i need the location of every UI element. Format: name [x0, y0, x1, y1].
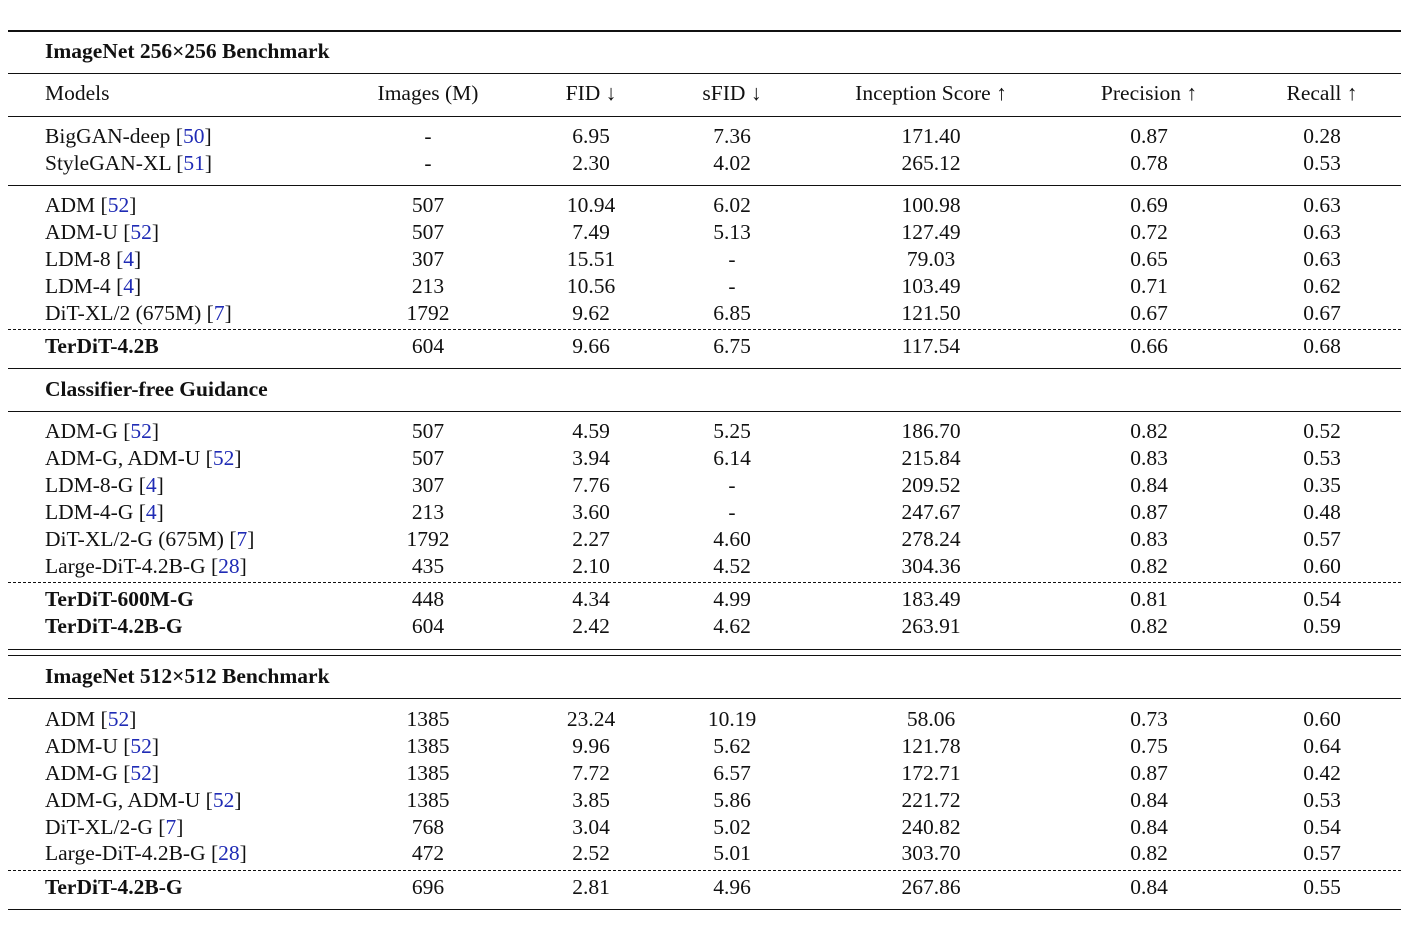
- sfid-cell: -: [728, 273, 736, 298]
- model-cell: [45, 874, 183, 901]
- precision-cell: 0.81: [1130, 586, 1168, 611]
- sfid-cell: -: [728, 472, 736, 497]
- sfid-cell: 6.14: [713, 445, 751, 470]
- sfid-cell: 6.85: [713, 300, 751, 325]
- header-precision: Precision ↑: [1100, 80, 1198, 105]
- fid-cell: 7.72: [572, 760, 610, 785]
- citation-link[interactable]: 52: [107, 192, 130, 217]
- sfid-cell: 4.52: [713, 553, 751, 578]
- sfid-cell: 5.25: [713, 418, 751, 443]
- recall-cell: 0.57: [1303, 840, 1341, 865]
- fid-cell: 2.27: [572, 526, 610, 551]
- inception-score-cell: 215.84: [901, 445, 961, 470]
- inception-score-cell: 183.49: [901, 586, 961, 611]
- images-cell: 507: [411, 219, 445, 244]
- precision-cell: 0.83: [1130, 526, 1168, 551]
- model-name: LDM-8: [45, 246, 111, 271]
- inception-score-cell: 127.49: [901, 219, 961, 244]
- table-row: [0, 760, 1405, 787]
- fid-cell: 4.59: [572, 418, 610, 443]
- model-cell: ADM-G [52]: [45, 760, 160, 785]
- model-cell: StyleGAN-XL [51]: [45, 150, 213, 175]
- precision-cell: 0.84: [1130, 814, 1168, 839]
- inception-score-cell: 186.70: [901, 418, 961, 443]
- model-name: ADM-U: [45, 219, 118, 244]
- recall-cell: 0.35: [1303, 472, 1341, 497]
- model-name: ADM-G, ADM-U: [45, 787, 201, 812]
- fid-cell: 23.24: [566, 706, 616, 731]
- section-end-rule: [8, 655, 1401, 656]
- model-cell: LDM-8 [4]: [45, 246, 142, 271]
- precision-cell: 0.82: [1130, 418, 1168, 443]
- model-cell: LDM-8-G [4]: [45, 472, 164, 497]
- precision-cell: 0.82: [1130, 840, 1168, 865]
- images-cell: 1385: [406, 760, 450, 785]
- table-bottom-rule: [8, 909, 1401, 910]
- sfid-cell: 5.13: [713, 219, 751, 244]
- inception-score-cell: 303.70: [901, 840, 961, 865]
- header-inception-score: Inception Score ↑: [855, 80, 1007, 105]
- inception-score-cell: 304.36: [901, 553, 961, 578]
- table-row: [0, 613, 1405, 640]
- recall-cell: 0.57: [1303, 526, 1341, 551]
- fid-cell: 2.42: [572, 613, 610, 638]
- sfid-cell: 4.62: [713, 613, 751, 638]
- table-row: [0, 246, 1405, 273]
- model-name: LDM-4-G: [45, 499, 134, 524]
- citation-link[interactable]: 51: [183, 150, 205, 175]
- model-name: TerDiT-4.2B: [45, 333, 159, 358]
- fid-cell: 7.49: [572, 219, 610, 244]
- model-name: LDM-8-G: [45, 472, 134, 497]
- images-cell: 472: [411, 840, 445, 865]
- inception-score-cell: 278.24: [901, 526, 961, 551]
- model-cell: ADM-G [52]: [45, 418, 160, 443]
- group-rule: [8, 185, 1401, 186]
- header-recall: Recall ↑: [1286, 80, 1358, 105]
- precision-cell: 0.78: [1130, 150, 1168, 175]
- fid-cell: 7.76: [572, 472, 610, 497]
- inception-score-cell: 221.72: [901, 787, 961, 812]
- citation-link[interactable]: 28: [218, 553, 240, 578]
- citation-link[interactable]: 50: [182, 123, 205, 148]
- images-cell: 604: [411, 613, 445, 638]
- precision-cell: 0.82: [1130, 553, 1168, 578]
- citation-link[interactable]: 52: [212, 445, 235, 470]
- citation-link[interactable]: 52: [130, 733, 152, 758]
- model-cell: ADM-G, ADM-U [52]: [45, 787, 242, 812]
- table-row: [0, 499, 1405, 526]
- recall-cell: 0.59: [1303, 613, 1341, 638]
- sfid-cell: 5.02: [713, 814, 751, 839]
- table-row: [0, 300, 1405, 327]
- recall-cell: 0.63: [1303, 192, 1341, 217]
- header-fid: FID ↓: [565, 80, 617, 105]
- table-row: [0, 273, 1405, 300]
- precision-cell: 0.75: [1130, 733, 1168, 758]
- sfid-cell: 5.01: [713, 840, 751, 865]
- inception-score-cell: 103.49: [901, 273, 961, 298]
- inception-score-cell: 58.06: [906, 706, 956, 731]
- table-row: [0, 192, 1405, 219]
- images-cell: -: [424, 150, 432, 175]
- header-sfid: sFID ↓: [702, 80, 762, 105]
- fid-cell: 3.60: [572, 499, 610, 524]
- model-cell: ADM-U [52]: [45, 733, 160, 758]
- recall-cell: 0.28: [1303, 123, 1341, 148]
- group-dashed-rule: [8, 582, 1401, 583]
- fid-cell: 9.96: [572, 733, 610, 758]
- recall-cell: 0.62: [1303, 273, 1341, 298]
- citation-link[interactable]: 4: [145, 472, 157, 497]
- model-name: DiT-XL/2 (675M): [45, 300, 202, 325]
- model-cell: Large-DiT-4.2B-G [28]: [45, 840, 247, 865]
- sfid-cell: -: [728, 246, 736, 271]
- inception-score-cell: 100.98: [901, 192, 961, 217]
- images-cell: 1385: [406, 787, 450, 812]
- images-cell: -: [424, 123, 432, 148]
- recall-cell: 0.53: [1303, 150, 1341, 175]
- citation-link[interactable]: 28: [218, 840, 240, 865]
- precision-cell: 0.84: [1130, 874, 1168, 899]
- sfid-cell: 4.02: [713, 150, 751, 175]
- precision-cell: 0.69: [1130, 192, 1168, 217]
- fid-cell: 3.94: [572, 445, 610, 470]
- section-title-text: ImageNet 256×256 Benchmark: [45, 38, 330, 63]
- precision-cell: 0.66: [1130, 333, 1168, 358]
- images-cell: 507: [411, 418, 445, 443]
- fid-cell: 10.56: [566, 273, 616, 298]
- model-name: LDM-4: [45, 273, 111, 298]
- model-cell: DiT-XL/2 (675M) [7]: [45, 300, 232, 325]
- inception-score-cell: 209.52: [901, 472, 961, 497]
- group-dashed-rule: [8, 329, 1401, 330]
- citation-link[interactable]: 52: [130, 760, 152, 785]
- citation-link[interactable]: 7: [165, 814, 177, 839]
- recall-cell: 0.54: [1303, 814, 1341, 839]
- recall-cell: 0.63: [1303, 219, 1341, 244]
- table-row: [0, 840, 1405, 867]
- model-cell: [45, 613, 183, 640]
- inception-score-cell: 79.03: [906, 246, 956, 271]
- model-cell: Large-DiT-4.2B-G [28]: [45, 553, 247, 578]
- images-cell: 435: [411, 553, 445, 578]
- model-name: TerDiT-4.2B-G: [45, 874, 183, 899]
- precision-cell: 0.65: [1130, 246, 1168, 271]
- section-title-rule: [8, 411, 1401, 412]
- inception-score-cell: 171.40: [901, 123, 961, 148]
- recall-cell: 0.67: [1303, 300, 1341, 325]
- inception-score-cell: 265.12: [901, 150, 961, 175]
- images-cell: 507: [411, 445, 445, 470]
- sfid-cell: 6.75: [713, 333, 751, 358]
- model-name: BigGAN-deep: [45, 123, 171, 148]
- section-title-text: Classifier-free Guidance: [45, 376, 268, 401]
- model-name: Large-DiT-4.2B-G: [45, 840, 206, 865]
- fid-cell: 6.95: [572, 123, 610, 148]
- images-cell: 604: [411, 333, 445, 358]
- recall-cell: 0.60: [1303, 706, 1341, 731]
- sfid-cell: -: [728, 499, 736, 524]
- inception-score-cell: 263.91: [901, 613, 961, 638]
- images-cell: 1385: [406, 733, 450, 758]
- images-cell: 213: [411, 499, 445, 524]
- model-name: DiT-XL/2-G (675M): [45, 526, 224, 551]
- table-row: [0, 733, 1405, 760]
- model-name: DiT-XL/2-G: [45, 814, 153, 839]
- table-row: [0, 123, 1405, 150]
- table-row: [0, 472, 1405, 499]
- precision-cell: 0.84: [1130, 787, 1168, 812]
- section-title: [0, 663, 1405, 690]
- precision-cell: 0.87: [1130, 760, 1168, 785]
- group-dashed-rule: [8, 870, 1401, 871]
- recall-cell: 0.53: [1303, 787, 1341, 812]
- model-name: TerDiT-600M-G: [45, 586, 194, 611]
- table-row: [0, 814, 1405, 841]
- fid-cell: 2.81: [572, 874, 610, 899]
- fid-cell: 2.30: [572, 150, 610, 175]
- section-title: [0, 376, 1405, 403]
- recall-cell: 0.53: [1303, 445, 1341, 470]
- model-name: ADM-G: [45, 760, 118, 785]
- table-row: [0, 445, 1405, 472]
- inception-score-cell: 240.82: [901, 814, 961, 839]
- citation-link[interactable]: 7: [213, 300, 225, 325]
- fid-cell: 10.94: [566, 192, 616, 217]
- precision-cell: 0.71: [1130, 273, 1168, 298]
- fid-cell: 2.52: [572, 840, 610, 865]
- sfid-cell: 4.99: [713, 586, 751, 611]
- model-cell: [45, 586, 194, 613]
- recall-cell: 0.63: [1303, 246, 1341, 271]
- section-end-rule: [8, 368, 1401, 369]
- section-end-rule: [8, 649, 1401, 650]
- citation-link[interactable]: 4: [145, 499, 157, 524]
- inception-score-cell: 267.86: [901, 874, 961, 899]
- table-row: [0, 553, 1405, 580]
- model-cell: ADM-U [52]: [45, 219, 160, 244]
- model-name: ADM-U: [45, 733, 118, 758]
- inception-score-cell: 117.54: [901, 333, 961, 358]
- table-row: [0, 150, 1405, 177]
- model-cell: ADM-G, ADM-U [52]: [45, 445, 242, 470]
- recall-cell: 0.60: [1303, 553, 1341, 578]
- fid-cell: 9.66: [572, 333, 610, 358]
- table-row: [0, 526, 1405, 553]
- sfid-cell: 5.86: [713, 787, 751, 812]
- model-cell: BigGAN-deep [50]: [45, 123, 212, 148]
- precision-cell: 0.87: [1130, 123, 1168, 148]
- recall-cell: 0.54: [1303, 586, 1341, 611]
- model-name: ADM-G: [45, 418, 118, 443]
- images-cell: 696: [411, 874, 445, 899]
- fid-cell: 9.62: [572, 300, 610, 325]
- images-cell: 768: [411, 814, 445, 839]
- fid-cell: 15.51: [566, 246, 616, 271]
- model-cell: LDM-4-G [4]: [45, 499, 164, 524]
- header-rule: [8, 116, 1401, 117]
- precision-cell: 0.87: [1130, 499, 1168, 524]
- model-name: ADM-G, ADM-U: [45, 445, 201, 470]
- citation-link[interactable]: 52: [130, 418, 152, 443]
- images-cell: 1792: [406, 300, 450, 325]
- table-row: [0, 787, 1405, 814]
- images-cell: 1792: [406, 526, 450, 551]
- citation-link[interactable]: 52: [130, 219, 152, 244]
- precision-cell: 0.67: [1130, 300, 1168, 325]
- section-title-rule: [8, 698, 1401, 699]
- model-cell: DiT-XL/2-G [7]: [45, 814, 184, 839]
- inception-score-cell: 172.71: [901, 760, 961, 785]
- fid-cell: 2.10: [572, 553, 610, 578]
- recall-cell: 0.55: [1303, 874, 1341, 899]
- citation-link[interactable]: 52: [107, 706, 130, 731]
- precision-cell: 0.72: [1130, 219, 1168, 244]
- inception-score-cell: 121.78: [901, 733, 961, 758]
- images-cell: 448: [411, 586, 445, 611]
- table-row: [0, 219, 1405, 246]
- model-cell: ADM [52]: [45, 192, 137, 217]
- fid-cell: 3.85: [572, 787, 610, 812]
- precision-cell: 0.83: [1130, 445, 1168, 470]
- sfid-cell: 7.36: [713, 123, 751, 148]
- sfid-cell: 10.19: [707, 706, 757, 731]
- model-cell: [45, 333, 159, 360]
- citation-link[interactable]: 4: [123, 246, 134, 271]
- model-name: ADM: [45, 706, 96, 731]
- images-cell: 1385: [406, 706, 450, 731]
- precision-cell: 0.82: [1130, 613, 1168, 638]
- model-name: ADM: [45, 192, 96, 217]
- model-cell: DiT-XL/2-G (675M) [7]: [45, 526, 255, 551]
- citation-link[interactable]: 7: [236, 526, 248, 551]
- table-row: [0, 874, 1405, 901]
- sfid-cell: 6.02: [713, 192, 751, 217]
- section-title: [0, 38, 1405, 65]
- recall-cell: 0.52: [1303, 418, 1341, 443]
- recall-cell: 0.64: [1303, 733, 1341, 758]
- section-title-text: ImageNet 512×512 Benchmark: [45, 663, 330, 688]
- images-cell: 507: [411, 192, 445, 217]
- header-models: Models: [45, 80, 110, 105]
- inception-score-cell: 247.67: [901, 499, 961, 524]
- sfid-cell: 4.60: [713, 526, 751, 551]
- table-row: [0, 586, 1405, 613]
- fid-cell: 4.34: [572, 586, 610, 611]
- inception-score-cell: 121.50: [901, 300, 961, 325]
- recall-cell: 0.68: [1303, 333, 1341, 358]
- table-row: [0, 418, 1405, 445]
- header-images: Images (M): [377, 80, 479, 105]
- sfid-cell: 5.62: [713, 733, 751, 758]
- images-cell: 213: [411, 273, 445, 298]
- images-cell: 307: [411, 472, 445, 497]
- citation-link[interactable]: 4: [123, 273, 134, 298]
- table-row: [0, 333, 1405, 360]
- model-cell: LDM-4 [4]: [45, 273, 142, 298]
- sfid-cell: 6.57: [713, 760, 751, 785]
- fid-cell: 3.04: [572, 814, 610, 839]
- sfid-cell: 4.96: [713, 874, 751, 899]
- precision-cell: 0.84: [1130, 472, 1168, 497]
- column-header-row: [0, 80, 1405, 107]
- recall-cell: 0.48: [1303, 499, 1341, 524]
- model-name: Large-DiT-4.2B-G: [45, 553, 206, 578]
- model-cell: ADM [52]: [45, 706, 137, 731]
- section-title-rule: [8, 73, 1401, 74]
- citation-link[interactable]: 52: [212, 787, 235, 812]
- table-top-rule: [8, 30, 1401, 32]
- table-row: [0, 706, 1405, 733]
- model-name: StyleGAN-XL: [45, 150, 171, 175]
- model-name: TerDiT-4.2B-G: [45, 613, 183, 638]
- images-cell: 307: [411, 246, 445, 271]
- recall-cell: 0.42: [1303, 760, 1341, 785]
- precision-cell: 0.73: [1130, 706, 1168, 731]
